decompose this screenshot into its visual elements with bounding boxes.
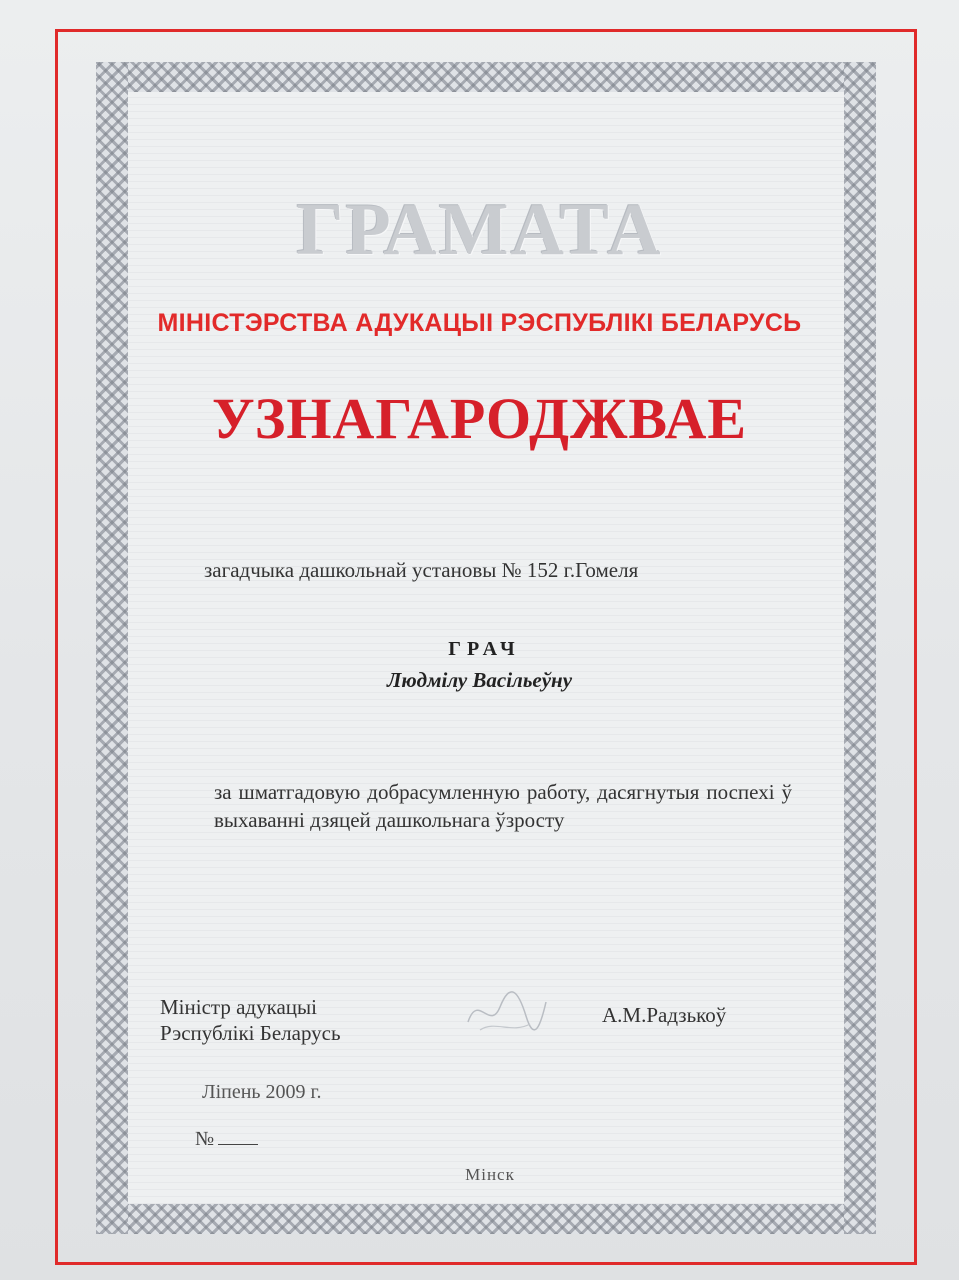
ornament-border-top (96, 62, 876, 92)
certificate-title: ГРАМАТА (296, 189, 663, 271)
issue-date: Ліпень 2009 г. (202, 1081, 322, 1103)
recipient-position: загадчыка дашкольнай установы № 152 г.Гомеля (204, 558, 639, 582)
minister-title-line1: Міністр адукацыі (160, 995, 317, 1019)
number-label: № (195, 1128, 215, 1150)
minister-title (160, 994, 341, 1046)
award-action: УЗНАГАРОДЖВАЕ (211, 386, 748, 451)
minister-name: А.М.Радзькоў (602, 1003, 727, 1027)
recipient-surname: ГРАЧ (448, 638, 521, 660)
signature-mark (460, 982, 550, 1042)
issuer-name: МІНІСТЭРСТВА АДУКАЦЫІ РЭСПУБЛІКІ БЕЛАРУСЬ (157, 309, 802, 337)
minister-title-line2: Рэспублікі Беларусь (160, 1021, 341, 1045)
recipient-given-names: Людмілу Васільеўну (386, 668, 573, 692)
ornament-border-bottom (96, 1204, 876, 1234)
award-reason: за шматгадовую добрасумленную работу, дасягнутыя поспехі ў выхаванні дзяцей дашкольнага ўзросту (214, 780, 792, 832)
certificate-number (195, 1128, 258, 1151)
number-blank-line (218, 1144, 258, 1145)
issue-city: Мінск (465, 1165, 515, 1184)
